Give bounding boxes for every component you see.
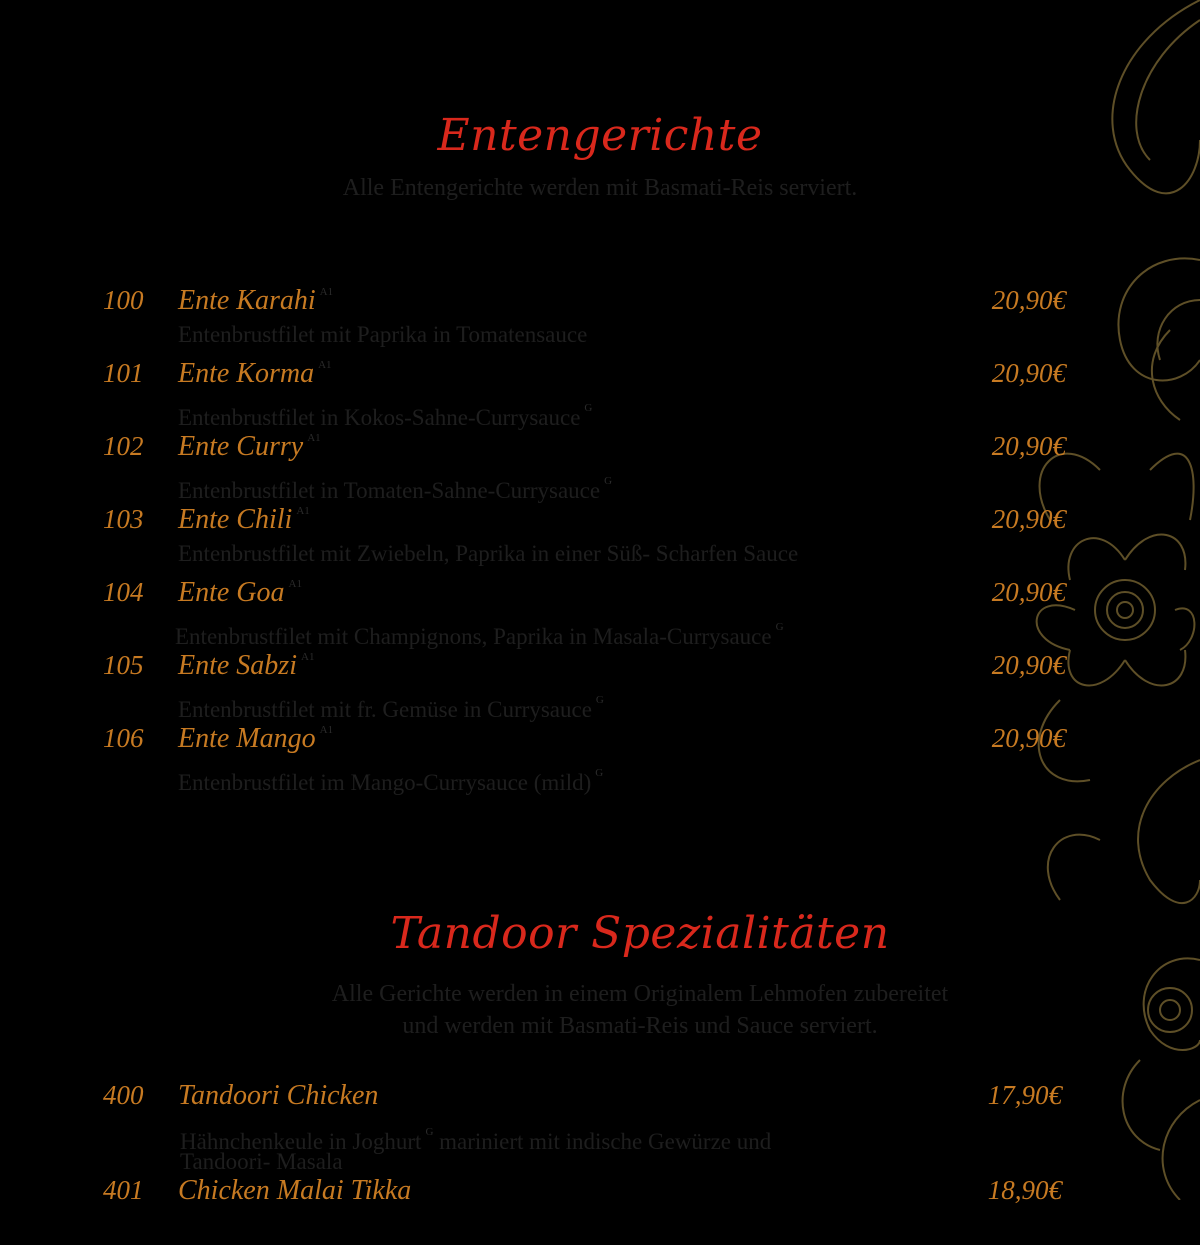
item-description: Entenbrustfilet mit fr. Gemüse in Currysauce $^G$ <box>178 694 604 722</box>
item-name: Ente Chili $^{A1}$ <box>178 504 310 535</box>
item-price: 20,90€ <box>991 650 1066 680</box>
item-number: 400 <box>103 1080 144 1110</box>
item-name: Ente Curry $^{A1}$ <box>178 431 321 462</box>
menu-item-103 <box>0 504 1200 574</box>
item-number: 101 <box>103 358 144 388</box>
item-number: 105 <box>103 650 144 680</box>
menu-item-105 <box>0 650 1200 720</box>
menu-item-400 <box>0 1080 1200 1174</box>
item-description: Entenbrustfilet in Tomaten-Sahne-Currysauce $^G$ <box>178 475 613 503</box>
item-description: Entenbrustfilet in Kokos-Sahne-Currysauce $^G$ <box>178 402 593 430</box>
item-price: 20,90€ <box>991 723 1066 753</box>
menu-item-102 <box>0 431 1200 501</box>
item-description: Entenbrustfilet mit Paprika in Tomatensauce <box>178 322 588 347</box>
menu-item-401 <box>0 1175 1200 1245</box>
menu-item-104 <box>0 577 1200 647</box>
section-title-entengerichte: Entengerichte <box>437 110 763 161</box>
item-price: 20,90€ <box>991 577 1066 607</box>
item-name: Ente Sabzi $^{A1}$ <box>178 650 315 681</box>
item-price: 17,90€ <box>987 1080 1062 1110</box>
item-price: 20,90€ <box>991 285 1066 315</box>
section-subtitle-entengerichte: Alle Entengerichte werden mit Basmati-Reis serviert. <box>342 175 858 201</box>
item-description: Entenbrustfilet mit Champignons, Paprika in Masala-Currysauce $^G$ <box>175 621 784 649</box>
item-name: Ente Mango $^{A1}$ <box>178 723 334 754</box>
section-subtitle-tandoor-line1: Alle Gerichte werden in einem Originalem Lehmofen zubereitet <box>331 981 949 1007</box>
item-number: 104 <box>103 577 144 607</box>
item-name: Chicken Malai Tikka <box>178 1175 412 1206</box>
item-price: 20,90€ <box>991 358 1066 388</box>
item-description: Hähnchenkeule in Joghurt $^G$ mariniert mit indische Gewürze und <box>180 1126 772 1154</box>
item-name: Tandoori Chicken <box>178 1080 379 1111</box>
item-name: Ente Korma $^{A1}$ <box>178 358 332 389</box>
item-name: Ente Karahi $^{A1}$ <box>178 285 334 316</box>
item-number: 102 <box>103 431 144 461</box>
item-description: Entenbrustfilet mit Zwiebeln, Paprika in einer Süß- Scharfen Sauce <box>178 541 799 566</box>
item-price: 18,90€ <box>987 1175 1062 1205</box>
item-price: 20,90€ <box>991 504 1066 534</box>
section-title-tandoor: Tandoor Spezialitäten <box>390 908 890 959</box>
item-description-line2: Tandoori- Masala <box>180 1149 343 1174</box>
menu-item-101 <box>0 358 1200 428</box>
item-price: 20,90€ <box>991 431 1066 461</box>
item-number: 106 <box>103 723 144 753</box>
item-number: 401 <box>103 1175 144 1205</box>
item-description: Entenbrustfilet im Mango-Currysauce (mild) $^G$ <box>178 767 604 795</box>
menu-item-106 <box>0 723 1200 793</box>
item-number: 103 <box>103 504 144 534</box>
menu-item-100 <box>0 285 1200 355</box>
item-name: Ente Goa $^{A1}$ <box>178 577 302 608</box>
item-number: 100 <box>103 285 144 315</box>
section-subtitle-tandoor-line2: und werden mit Basmati-Reis und Sauce serviert. <box>402 1013 878 1039</box>
